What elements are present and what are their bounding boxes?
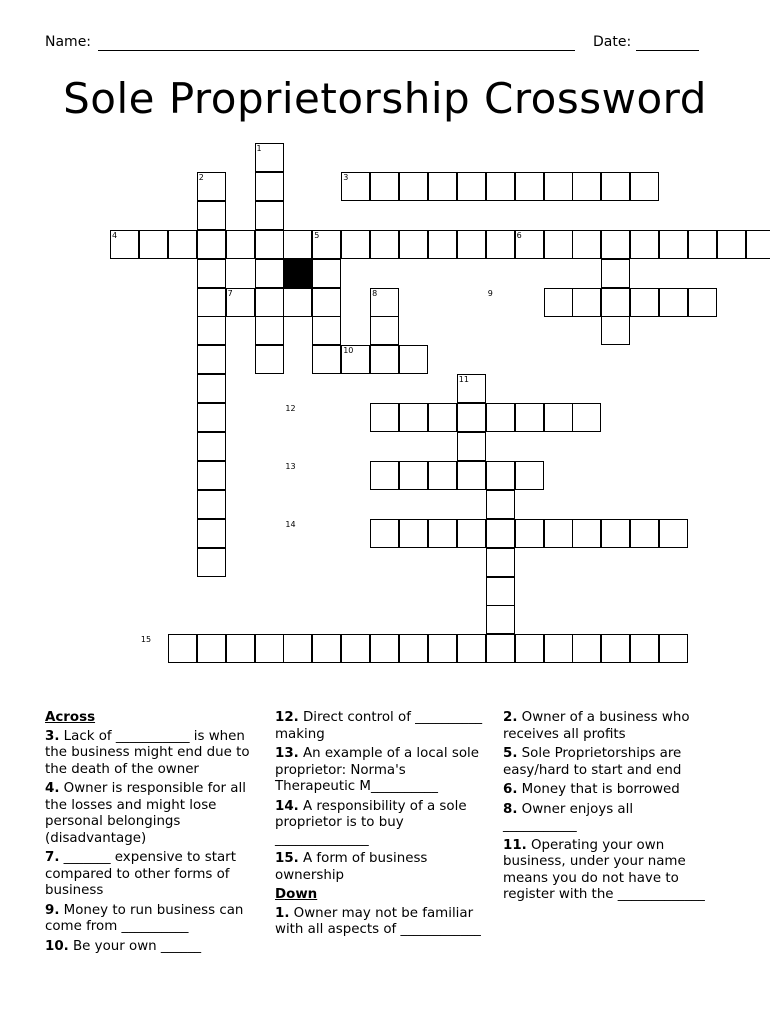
grid-cell[interactable]: [572, 519, 601, 548]
clue-item: [45, 939, 267, 956]
clues-column-1: [45, 710, 267, 958]
grid-cell[interactable]: [457, 172, 486, 201]
name-label: Name:: [45, 34, 92, 50]
grid-cell[interactable]: [746, 230, 770, 259]
grid-cell[interactable]: [572, 288, 601, 317]
grid-cell[interactable]: [486, 519, 515, 548]
grid-cell[interactable]: [283, 288, 312, 317]
clue-item: [275, 851, 485, 884]
clue-item: [45, 850, 267, 900]
clue-number: 4: [112, 230, 118, 240]
grid-cell[interactable]: [486, 634, 515, 663]
clue-item-number: 11.: [503, 837, 527, 853]
clue-item-text: Lack of ___________ is when the business might end due to the death of the owner: [45, 728, 250, 777]
clue-item-number: 13.: [275, 746, 299, 761]
grid-cell[interactable]: [312, 259, 341, 288]
clue-item: [45, 903, 267, 936]
grid-cell[interactable]: [601, 259, 630, 288]
grid-cell[interactable]: [486, 548, 515, 577]
grid-cell[interactable]: [688, 230, 717, 259]
grid-cell[interactable]: [630, 172, 659, 201]
grid-cell[interactable]: [428, 634, 457, 663]
grid-cell[interactable]: [659, 634, 688, 663]
grid-cell[interactable]: [601, 316, 630, 345]
clue-item: [45, 729, 267, 779]
grid-cell[interactable]: [312, 288, 341, 317]
clue-item: [275, 710, 485, 743]
clue-item: [503, 710, 708, 743]
grid-cell[interactable]: [486, 490, 515, 519]
clue-item-number: 9.: [45, 902, 60, 918]
grid-cell[interactable]: [197, 461, 226, 490]
grid-cell[interactable]: [370, 403, 399, 432]
grid-cell[interactable]: [399, 172, 428, 201]
grid-cell[interactable]: [428, 461, 457, 490]
clue-item-text: Sole Proprietorships are easy/hard to start and end: [503, 746, 682, 778]
grid-cell[interactable]: [717, 230, 746, 259]
grid-cell[interactable]: [659, 230, 688, 259]
grid-cell[interactable]: [544, 519, 573, 548]
across-heading: Across: [45, 710, 96, 725]
clue-number: 5: [314, 230, 320, 240]
clue-item-number: 14.: [275, 798, 299, 814]
grid-cell[interactable]: [370, 634, 399, 663]
grid-cell[interactable]: [399, 230, 428, 259]
clue-number: 15: [140, 635, 152, 645]
clue-item-number: 2.: [503, 710, 518, 725]
grid-cell[interactable]: [370, 461, 399, 490]
grid-cell[interactable]: [197, 288, 226, 317]
grid-cell[interactable]: [428, 172, 457, 201]
grid-cell[interactable]: [197, 230, 226, 259]
grid-cell[interactable]: [370, 230, 399, 259]
grid-cell[interactable]: [601, 288, 630, 317]
grid-cell[interactable]: [572, 172, 601, 201]
grid-cell[interactable]: [312, 345, 341, 374]
clue-item-text: A form of business ownership: [275, 851, 428, 883]
grid-cell[interactable]: [601, 519, 630, 548]
grid-cell[interactable]: [226, 230, 255, 259]
clue-item-text: Owner is responsible for all the losses and might lose personal belongings (disadvantage): [45, 781, 246, 846]
grid-cell[interactable]: [515, 403, 544, 432]
grid-cell[interactable]: [312, 316, 341, 345]
grid-cell[interactable]: [428, 230, 457, 259]
grid-cell[interactable]: [515, 461, 544, 490]
grid-cell[interactable]: [197, 316, 226, 345]
clue-item-text: Owner may not be familiar with all aspects of ____________: [275, 905, 481, 937]
grid-cell[interactable]: [486, 230, 515, 259]
clue-item-text: A responsibility of a sole proprietor is to buy ______________: [275, 798, 467, 847]
down-heading: Down: [275, 887, 318, 902]
clue-item: [503, 782, 708, 799]
grid-cell[interactable]: [572, 230, 601, 259]
grid-cell[interactable]: [399, 403, 428, 432]
grid-cell[interactable]: [457, 461, 486, 490]
grid-cell[interactable]: [312, 634, 341, 663]
clue-number: 6: [516, 230, 522, 240]
clue-item: [275, 906, 485, 939]
grid-cell[interactable]: [428, 519, 457, 548]
grid-cell[interactable]: [659, 519, 688, 548]
grid-cell[interactable]: [168, 230, 197, 259]
clue-item-number: 12.: [275, 710, 299, 725]
clue-number: 14: [285, 519, 296, 529]
grid-cell[interactable]: [255, 634, 284, 663]
date-label: Date:: [593, 34, 632, 50]
grid-cell[interactable]: [370, 345, 399, 374]
grid-cell[interactable]: [515, 172, 544, 201]
clues-column-3: [503, 710, 708, 907]
clue-item-number: 7.: [45, 850, 60, 865]
grid-cell[interactable]: [255, 172, 284, 201]
clue-number: 11: [458, 375, 469, 385]
clue-item-number: 5.: [503, 746, 518, 761]
grid-cell[interactable]: [370, 172, 399, 201]
grid-cell[interactable]: [255, 259, 284, 288]
grid-cell[interactable]: [630, 634, 659, 663]
clue-item-text: Owner enjoys all ___________: [503, 801, 634, 833]
grid-cell[interactable]: [197, 490, 226, 519]
page-title: Sole Proprietorship Crossword: [63, 74, 707, 123]
clue-item-text: An example of a local sole proprietor: Norma's Therapeutic M__________: [275, 746, 479, 794]
grid-cell[interactable]: [197, 548, 226, 577]
clue-item-number: 4.: [45, 781, 60, 796]
clue-item-number: 3.: [45, 728, 60, 744]
grid-cell[interactable]: [399, 634, 428, 663]
grid-cell[interactable]: [601, 634, 630, 663]
clue-number: 7: [227, 288, 233, 298]
grid-cell[interactable]: [428, 403, 457, 432]
grid-cell[interactable]: [515, 634, 544, 663]
grid-cell[interactable]: [255, 345, 284, 374]
grid-cell[interactable]: [197, 201, 226, 230]
clue-number: 8: [372, 288, 378, 298]
clue-item: [503, 838, 708, 904]
grid-cell[interactable]: [572, 634, 601, 663]
grid-cell[interactable]: [197, 432, 226, 461]
grid-cell[interactable]: [515, 519, 544, 548]
grid-cell[interactable]: [544, 403, 573, 432]
grid-cell[interactable]: [544, 172, 573, 201]
grid-cell[interactable]: [601, 230, 630, 259]
grid-cell[interactable]: [544, 634, 573, 663]
clue-number: 3: [343, 172, 349, 182]
grid-cell[interactable]: [197, 374, 226, 403]
grid-cell[interactable]: [457, 403, 486, 432]
clue-item-text: _______ expensive to start compared to other forms of business: [45, 850, 236, 898]
clue-item-number: 8.: [503, 801, 518, 817]
grid-cell[interactable]: [197, 403, 226, 432]
grid-cell[interactable]: [630, 519, 659, 548]
clue-item-text: Operating your own business, under your name means you do not have to register with the _____________: [503, 837, 705, 902]
grid-cell[interactable]: [255, 316, 284, 345]
grid-cell[interactable]: [572, 403, 601, 432]
grid-cell[interactable]: [630, 288, 659, 317]
clue-item-number: 1.: [275, 905, 290, 921]
clue-number: 2: [198, 172, 204, 182]
clue-number: 9: [487, 288, 493, 298]
grid-cell[interactable]: [255, 201, 284, 230]
clue-number: 12: [285, 404, 296, 414]
grid-cell[interactable]: [659, 288, 688, 317]
clue-number: 10: [343, 346, 354, 356]
clue-item-number: 6.: [503, 782, 518, 797]
clue-item-number: 15.: [275, 851, 299, 866]
grid-cell[interactable]: [544, 230, 573, 259]
grid-cell[interactable]: [197, 634, 226, 663]
grid-cell[interactable]: [197, 259, 226, 288]
grid-cell[interactable]: [544, 288, 573, 317]
clue-item: [503, 802, 708, 835]
grid-cell[interactable]: [399, 345, 428, 374]
grid-cell[interactable]: [341, 230, 370, 259]
grid-cell[interactable]: [283, 230, 312, 259]
clues-column-2: [275, 710, 485, 942]
grid-cell[interactable]: [486, 605, 515, 634]
grid-cell[interactable]: [370, 519, 399, 548]
clue-item-text: Be your own ______: [68, 938, 202, 954]
grid-cell[interactable]: [370, 316, 399, 345]
grid-cell[interactable]: [197, 345, 226, 374]
clue-number: 1: [256, 144, 262, 153]
grid-cell[interactable]: [197, 519, 226, 548]
grid-cell[interactable]: [457, 519, 486, 548]
grid-cell[interactable]: [486, 403, 515, 432]
grid-cell[interactable]: [399, 519, 428, 548]
clue-item-text: Direct control of __________ making: [275, 710, 483, 742]
grid-cell[interactable]: [341, 634, 370, 663]
grid-cell[interactable]: [255, 288, 284, 317]
clue-item-text: Owner of a business who receives all profits: [503, 710, 690, 742]
grid-cell[interactable]: [168, 634, 197, 663]
grid-cell[interactable]: [139, 230, 168, 259]
grid-cell[interactable]: [486, 577, 515, 606]
grid-cell[interactable]: [601, 172, 630, 201]
grid-cell[interactable]: [226, 634, 255, 663]
grid-cell[interactable]: [457, 634, 486, 663]
grid-cell[interactable]: [486, 461, 515, 490]
grid-cell[interactable]: [399, 461, 428, 490]
grid-cell[interactable]: [688, 288, 717, 317]
black-cell: [283, 259, 312, 288]
grid-cell[interactable]: [486, 172, 515, 201]
clue-item: [503, 746, 708, 779]
clue-item: [45, 781, 267, 847]
clue-item: [275, 746, 485, 796]
clue-item-text: Money to run business can come from __________: [45, 902, 244, 934]
clue-number: 13: [285, 461, 296, 471]
grid-cell[interactable]: [457, 230, 486, 259]
grid-cell[interactable]: [255, 230, 284, 259]
grid-cell[interactable]: [457, 432, 486, 461]
clue-item-number: 10.: [45, 938, 69, 954]
grid-cell[interactable]: [630, 230, 659, 259]
clue-item: [275, 799, 485, 849]
clue-item-text: Money that is borrowed: [517, 782, 680, 797]
grid-cell[interactable]: [283, 634, 312, 663]
